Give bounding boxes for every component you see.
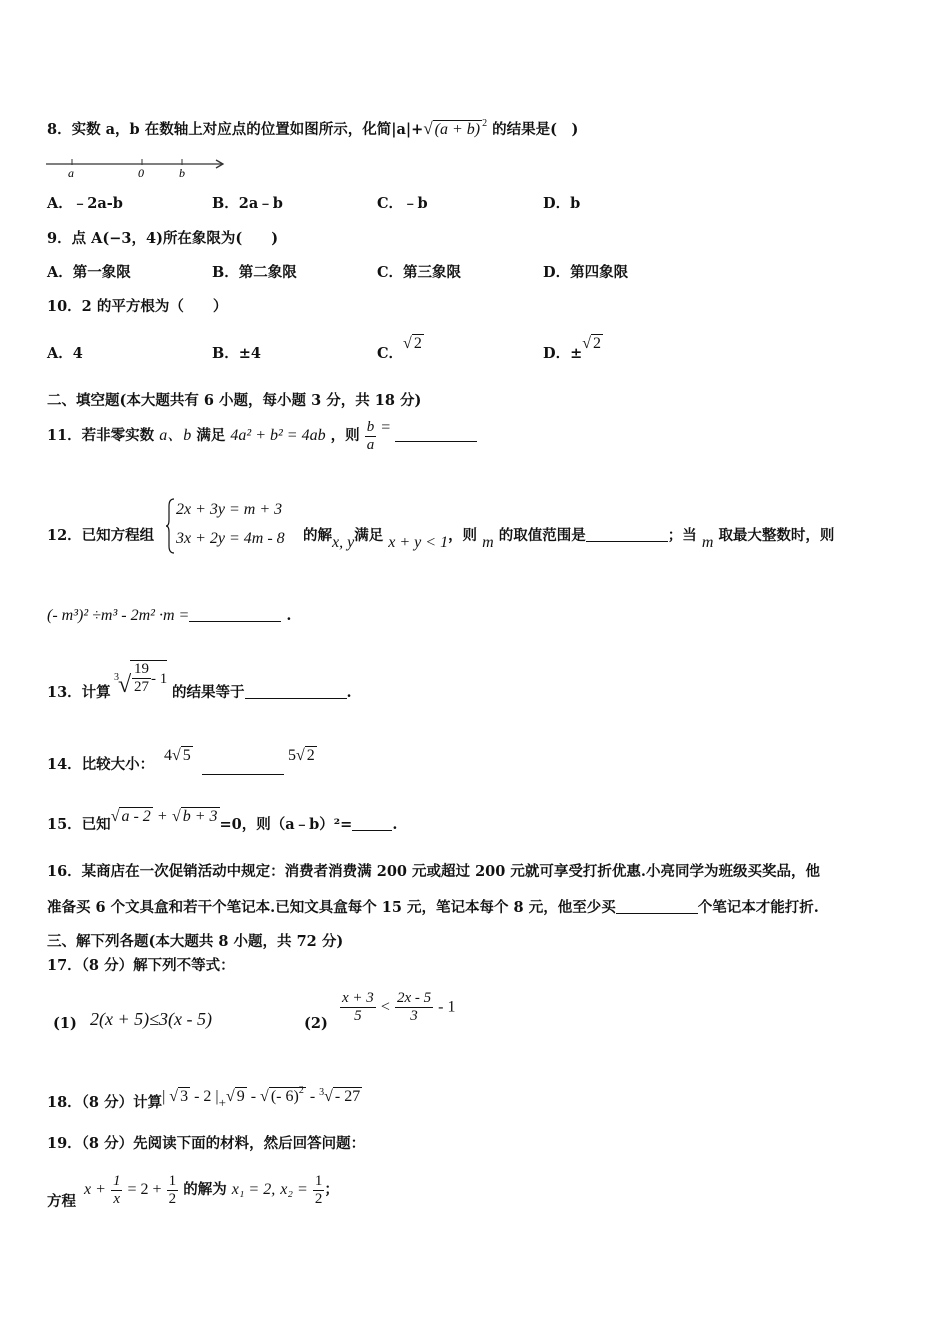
q10-d-sqrt-icon: √ xyxy=(582,335,592,352)
q18-radicand-4: - 27 xyxy=(334,1088,361,1105)
q13-root-index: 3 xyxy=(114,672,119,683)
q12-text-6: 取最大整数时，则 xyxy=(718,527,835,544)
q11-prefix: 11．若非零实数 xyxy=(47,427,155,444)
q18-plus: + xyxy=(218,1095,226,1110)
axis-label-a: a xyxy=(68,166,74,180)
q9-option-d[interactable]: D．第四象限 xyxy=(543,264,629,281)
q15-prefix: 15．已知 xyxy=(47,816,111,833)
q10-option-a[interactable]: A．4 xyxy=(47,345,83,362)
q17-frac-1 xyxy=(340,990,376,1025)
q12-text-1: 的解 xyxy=(303,527,332,544)
q14-right-sqrt-icon: √ xyxy=(296,747,305,764)
q10-option-c[interactable] xyxy=(377,335,424,364)
section3-title: 三、解下列各题(本大题共 8 小题，共 72 分) xyxy=(47,933,344,950)
q15-sqrt-icon-2: √ xyxy=(171,808,181,825)
q17-part2-expression xyxy=(340,990,455,1025)
q13-frac-num: 19 xyxy=(134,661,149,677)
q18-expression xyxy=(162,1085,362,1110)
q18-sqrt-icon-3: √ xyxy=(260,1088,269,1105)
q17-minus-one: - 1 xyxy=(438,998,456,1016)
q14-left-radicand: 5 xyxy=(182,747,191,764)
q10-option-c-label: C． xyxy=(377,345,404,362)
q9-option-b[interactable]: B．第二象限 xyxy=(212,264,297,281)
q15-plus: + xyxy=(157,808,167,825)
axis-label-0: 0 xyxy=(138,166,144,180)
q13-end: . xyxy=(346,684,352,701)
q19-frac-3 xyxy=(313,1173,325,1208)
q12-range-blank[interactable] xyxy=(586,527,668,542)
q17-part2-label: (2) xyxy=(304,1015,328,1032)
q13-minus-one: - 1 xyxy=(151,671,168,687)
q10-stem: 10．2 的平方根为（ ） xyxy=(47,298,228,315)
q12-line xyxy=(303,526,835,551)
q19-equals-two-plus: = 2 + xyxy=(127,1181,162,1198)
q15-line xyxy=(47,808,398,835)
q14-left-coef: 4 xyxy=(164,747,172,764)
q8-stem-end: 的结果是( ) xyxy=(492,121,579,138)
q18-radicand-3-exp: 2 xyxy=(298,1085,304,1096)
q19-end: ； xyxy=(324,1181,339,1198)
q17-less-than: < xyxy=(380,998,390,1016)
q19-solution-text: 的解为 xyxy=(183,1181,227,1198)
number-line-figure xyxy=(44,153,228,181)
q17-frac-2-den: 3 xyxy=(410,1008,418,1024)
q11-frac-den: a xyxy=(366,436,375,453)
q15-mid: =0，则（a﹣b）²= xyxy=(219,816,353,833)
q19-frac-2-den: 2 xyxy=(168,1190,177,1207)
q10-c-sqrt-icon: √ xyxy=(403,335,412,352)
q10-option-b[interactable]: B．±4 xyxy=(212,345,261,362)
q15-sqrt-icon-1: √ xyxy=(110,808,120,825)
q19-stem: 19．（8 分）先阅读下面的材料，然后回答问题： xyxy=(47,1135,366,1152)
q12-end: . xyxy=(286,607,292,624)
q8-option-a[interactable]: A．﹣2a-b xyxy=(47,195,123,212)
q13-answer-blank[interactable] xyxy=(245,684,347,699)
q13-suffix: 的结果等于 xyxy=(172,684,245,701)
q8-option-c[interactable]: C．﹣b xyxy=(377,195,428,212)
q18-minus-2: - xyxy=(305,1088,320,1105)
q14-right-coef: 5 xyxy=(288,747,296,764)
q10-d-radicand: 2 xyxy=(593,335,602,352)
q12-var-m-2: m xyxy=(701,534,714,551)
q12-equation-2: 3x + 2y = 4m - 8 xyxy=(176,530,285,547)
q14-right-radicand: 2 xyxy=(306,747,315,764)
q17-frac-1-num: x + 3 xyxy=(342,990,374,1006)
axis-label-b: b xyxy=(179,166,185,180)
q19-frac-1-num: 1 xyxy=(112,1172,121,1189)
q12-text-2: 满足 xyxy=(354,527,384,544)
q12-brace-icon xyxy=(166,498,176,558)
q14-compare-blank[interactable] xyxy=(202,758,284,777)
q8-sqrt-icon: √ xyxy=(423,119,433,138)
q19-x-plus: x + xyxy=(84,1181,106,1198)
q11-equals: = xyxy=(381,419,391,436)
q9-option-c[interactable]: C．第三象限 xyxy=(377,264,462,281)
q11-line xyxy=(47,418,477,454)
q19-frac-3-num: 1 xyxy=(314,1172,323,1189)
q19-frac-2-num: 1 xyxy=(168,1172,177,1189)
q18-abs-close: - 2 | xyxy=(190,1088,219,1105)
q11-frac-num: b xyxy=(366,418,375,435)
q13-frac-den: 27 xyxy=(134,679,149,695)
section2-title: 二、填空题(本大题共有 6 小题，每小题 3 分，共 18 分) xyxy=(47,392,422,409)
q12-text-3: ，则 xyxy=(448,527,478,544)
q16-answer-blank[interactable] xyxy=(616,899,698,914)
q11-expression: 4a² + b² = 4ab xyxy=(230,427,326,444)
q8-stem xyxy=(47,114,578,140)
q12-expression-2: (- m³)² ÷m³ - 2m² ·m = xyxy=(47,607,190,624)
q19-frac-2 xyxy=(167,1173,179,1208)
q12-var-m: m xyxy=(482,534,494,551)
q8-stem-text: 8．实数 a，b 在数轴上对应点的位置如图所示，化简|a|+ xyxy=(47,121,424,138)
q19-frac-3-den: 2 xyxy=(314,1190,323,1207)
q18-sqrt-icon-4: √ xyxy=(324,1088,333,1105)
q12-text-5: ；当 xyxy=(667,527,697,544)
q16-line-2b: 个笔记本才能打折. xyxy=(697,899,819,916)
q10-option-d[interactable] xyxy=(543,335,603,364)
q19-solution-1: x₁ = 2, xyxy=(231,1181,276,1198)
q12-vars: x, y xyxy=(332,534,355,551)
q8-exponent: 2 xyxy=(482,118,488,129)
q10-option-d-label: D．± xyxy=(543,345,583,362)
q17-frac-2-num: 2x - 5 xyxy=(396,990,432,1006)
q17-part1-expression: 2(x + 5)≤3(x - 5) xyxy=(90,1009,212,1029)
q12-equation-1: 2x + 3y = m + 3 xyxy=(176,501,283,518)
q13-suffix-line xyxy=(172,683,352,703)
q12-prefix: 12．已知方程组 xyxy=(47,527,155,544)
q18-sqrt-icon-2: √ xyxy=(225,1088,235,1105)
q19-frac-1 xyxy=(111,1173,123,1208)
q15-answer-blank[interactable] xyxy=(352,816,392,831)
q19-solution-2: x₂ = xyxy=(280,1181,308,1198)
q9-stem: 9．点 A(−3，4)所在象限为( ) xyxy=(47,230,279,247)
q11-vars: a、b xyxy=(159,427,192,444)
q14-prefix: 14．比较大小： xyxy=(47,756,155,773)
q11-fraction xyxy=(365,419,377,454)
q16-line-1: 16．某商店在一次促销活动中规定：消费者消费满 200 元或超过 200 元就可享受打折优惠.小亮同学为班级买奖品，他 xyxy=(47,863,820,880)
q18-minus-1: - xyxy=(246,1088,261,1105)
q18-abs-open: | xyxy=(162,1088,170,1105)
q11-mid: 满足 xyxy=(196,427,226,444)
q11-then: ，则 xyxy=(330,427,360,444)
q12-value-blank[interactable] xyxy=(189,607,281,622)
q19-prefix: 方程 xyxy=(47,1193,76,1210)
q18-line xyxy=(47,1087,362,1113)
q14-right xyxy=(288,746,317,766)
q17-frac-2 xyxy=(395,990,433,1025)
q18-radicand-3 xyxy=(269,1087,306,1105)
q15-end: . xyxy=(392,816,398,833)
q16-line-2a: 准备买 6 个文具盒和若干个笔记本.已知文具盒每个 15 元，笔记本每个 8 元，他至少买 xyxy=(47,899,616,916)
q17-frac-1-den: 5 xyxy=(354,1008,362,1024)
q18-cube-index: 3 xyxy=(319,1087,325,1098)
q8-radicand: (a + b) xyxy=(434,121,481,138)
q8-option-b[interactable]: B．2a﹣b xyxy=(212,195,283,212)
q18-sqrt-icon-1: √ xyxy=(169,1088,179,1105)
q18-radicand-3-base: (- 6) xyxy=(270,1088,299,1105)
q12-condition: x + y < 1 xyxy=(388,534,449,551)
q14-left xyxy=(164,746,193,766)
q13-root-icon: √ xyxy=(118,672,132,698)
q12-line-2 xyxy=(47,606,291,626)
q18-radicand-1: 3 xyxy=(180,1088,189,1105)
q11-answer-blank[interactable] xyxy=(395,427,477,442)
q13-radicand xyxy=(130,660,167,696)
q16-line-2 xyxy=(47,898,819,918)
q8-option-d[interactable]: D．b xyxy=(543,195,581,212)
q19-equation xyxy=(84,1170,339,1210)
q18-radicand-2: 9 xyxy=(236,1088,245,1105)
q9-option-a[interactable]: A．第一象限 xyxy=(47,264,131,281)
q15-radicand-2: b + 3 xyxy=(182,808,218,825)
q15-radicand-1: a - 2 xyxy=(121,808,151,825)
q18-prefix: 18．（8 分）计算 xyxy=(47,1094,163,1111)
q10-c-radicand: 2 xyxy=(413,335,422,352)
q17-stem: 17．（8 分）解下列不等式： xyxy=(47,957,235,974)
q12-text-4: 的取值范围是 xyxy=(498,527,586,544)
q13-prefix: 13．计算 xyxy=(47,684,111,701)
q14-left-sqrt-icon: √ xyxy=(172,747,181,764)
q13-fraction xyxy=(132,661,151,696)
q17-part1-label: (1) xyxy=(53,1015,77,1032)
q19-frac-1-den: x xyxy=(113,1190,121,1207)
